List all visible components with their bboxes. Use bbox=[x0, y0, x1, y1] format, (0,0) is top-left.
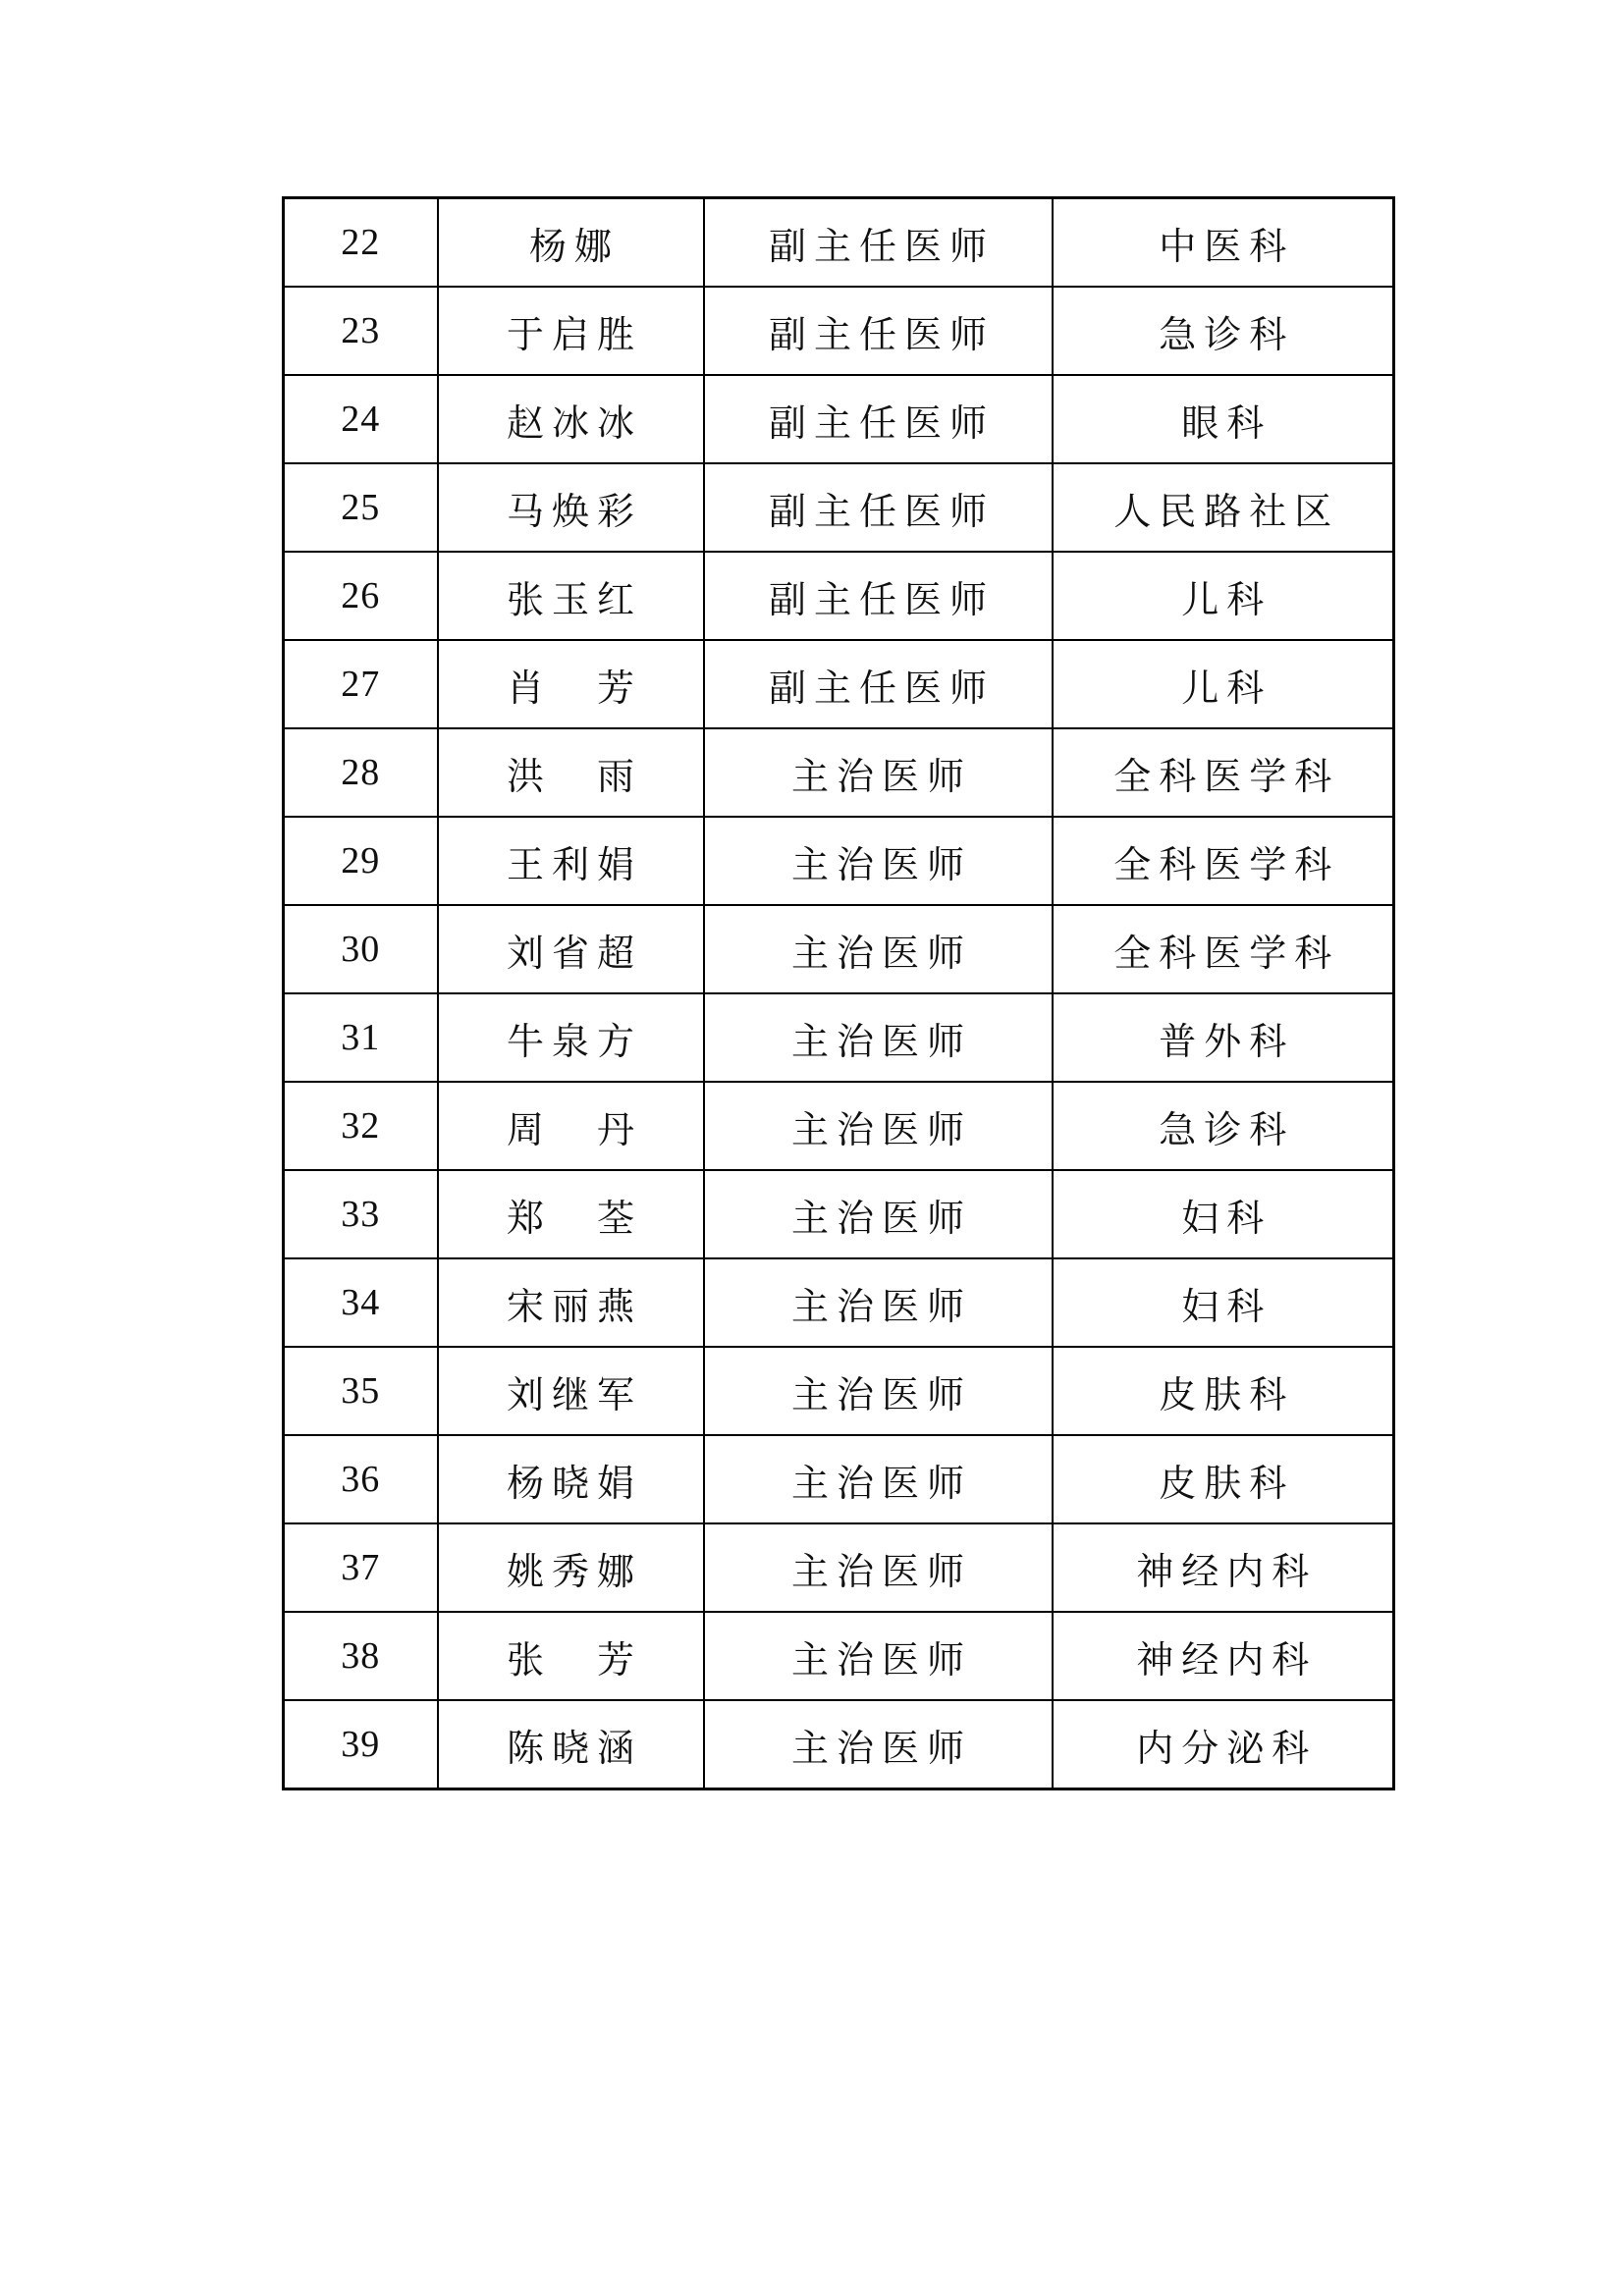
title-cell: 主治医师 bbox=[704, 905, 1053, 993]
title-cell: 副主任医师 bbox=[704, 375, 1053, 463]
table-row bbox=[284, 287, 1394, 375]
name-cell: 杨晓娟 bbox=[438, 1435, 704, 1523]
name-cell: 杨娜 bbox=[438, 198, 704, 288]
title-cell: 主治医师 bbox=[704, 1258, 1053, 1347]
table-row bbox=[284, 1523, 1394, 1612]
title-cell: 主治医师 bbox=[704, 1435, 1053, 1523]
department-cell: 神经内科 bbox=[1053, 1612, 1394, 1700]
name-cell: 宋丽燕 bbox=[438, 1258, 704, 1347]
department-cell: 急诊科 bbox=[1053, 287, 1394, 375]
department-cell: 妇科 bbox=[1053, 1170, 1394, 1258]
table-row bbox=[284, 993, 1394, 1082]
table-row bbox=[284, 1700, 1394, 1789]
table-row bbox=[284, 640, 1394, 728]
name-cell: 洪 雨 bbox=[438, 728, 704, 817]
table-row bbox=[284, 905, 1394, 993]
row-number-cell: 36 bbox=[284, 1435, 438, 1523]
table-row bbox=[284, 1612, 1394, 1700]
department-cell: 眼科 bbox=[1053, 375, 1394, 463]
row-number-cell: 34 bbox=[284, 1258, 438, 1347]
department-cell: 内分泌科 bbox=[1053, 1700, 1394, 1789]
name-cell: 刘继军 bbox=[438, 1347, 704, 1435]
title-cell: 副主任医师 bbox=[704, 463, 1053, 552]
name-cell: 陈晓涵 bbox=[438, 1700, 704, 1789]
department-cell: 全科医学科 bbox=[1053, 817, 1394, 905]
title-cell: 主治医师 bbox=[704, 1082, 1053, 1170]
name-cell: 赵冰冰 bbox=[438, 375, 704, 463]
title-cell: 主治医师 bbox=[704, 993, 1053, 1082]
department-cell: 全科医学科 bbox=[1053, 728, 1394, 817]
name-cell: 张玉红 bbox=[438, 552, 704, 640]
department-cell: 皮肤科 bbox=[1053, 1435, 1394, 1523]
department-cell: 神经内科 bbox=[1053, 1523, 1394, 1612]
name-cell: 刘省超 bbox=[438, 905, 704, 993]
name-cell: 王利娟 bbox=[438, 817, 704, 905]
row-number-cell: 28 bbox=[284, 728, 438, 817]
table-row bbox=[284, 1435, 1394, 1523]
table-row bbox=[284, 1170, 1394, 1258]
title-cell: 主治医师 bbox=[704, 817, 1053, 905]
department-cell: 皮肤科 bbox=[1053, 1347, 1394, 1435]
table-row bbox=[284, 198, 1394, 288]
row-number-cell: 39 bbox=[284, 1700, 438, 1789]
title-cell: 副主任医师 bbox=[704, 198, 1053, 288]
department-cell: 全科医学科 bbox=[1053, 905, 1394, 993]
row-number-cell: 35 bbox=[284, 1347, 438, 1435]
title-cell: 副主任医师 bbox=[704, 552, 1053, 640]
row-number-cell: 27 bbox=[284, 640, 438, 728]
department-cell: 人民路社区 bbox=[1053, 463, 1394, 552]
title-cell: 主治医师 bbox=[704, 1700, 1053, 1789]
row-number-cell: 26 bbox=[284, 552, 438, 640]
name-cell: 于启胜 bbox=[438, 287, 704, 375]
row-number-cell: 23 bbox=[284, 287, 438, 375]
name-cell: 马焕彩 bbox=[438, 463, 704, 552]
row-number-cell: 29 bbox=[284, 817, 438, 905]
row-number-cell: 22 bbox=[284, 198, 438, 288]
title-cell: 副主任医师 bbox=[704, 287, 1053, 375]
row-number-cell: 30 bbox=[284, 905, 438, 993]
staff-table bbox=[282, 196, 1395, 1790]
row-number-cell: 25 bbox=[284, 463, 438, 552]
table-row bbox=[284, 1082, 1394, 1170]
table-row bbox=[284, 817, 1394, 905]
name-cell: 肖 芳 bbox=[438, 640, 704, 728]
row-number-cell: 38 bbox=[284, 1612, 438, 1700]
row-number-cell: 37 bbox=[284, 1523, 438, 1612]
department-cell: 普外科 bbox=[1053, 993, 1394, 1082]
row-number-cell: 32 bbox=[284, 1082, 438, 1170]
table-row bbox=[284, 463, 1394, 552]
title-cell: 主治医师 bbox=[704, 1347, 1053, 1435]
name-cell: 牛泉方 bbox=[438, 993, 704, 1082]
title-cell: 主治医师 bbox=[704, 1523, 1053, 1612]
row-number-cell: 24 bbox=[284, 375, 438, 463]
row-number-cell: 31 bbox=[284, 993, 438, 1082]
department-cell: 儿科 bbox=[1053, 640, 1394, 728]
name-cell: 郑 荃 bbox=[438, 1170, 704, 1258]
table-row bbox=[284, 552, 1394, 640]
table-row bbox=[284, 375, 1394, 463]
table-row bbox=[284, 1258, 1394, 1347]
title-cell: 主治医师 bbox=[704, 728, 1053, 817]
title-cell: 副主任医师 bbox=[704, 640, 1053, 728]
name-cell: 张 芳 bbox=[438, 1612, 704, 1700]
department-cell: 中医科 bbox=[1053, 198, 1394, 288]
table-row bbox=[284, 728, 1394, 817]
department-cell: 妇科 bbox=[1053, 1258, 1394, 1347]
table-row bbox=[284, 1347, 1394, 1435]
title-cell: 主治医师 bbox=[704, 1170, 1053, 1258]
name-cell: 周 丹 bbox=[438, 1082, 704, 1170]
department-cell: 急诊科 bbox=[1053, 1082, 1394, 1170]
title-cell: 主治医师 bbox=[704, 1612, 1053, 1700]
name-cell: 姚秀娜 bbox=[438, 1523, 704, 1612]
department-cell: 儿科 bbox=[1053, 552, 1394, 640]
row-number-cell: 33 bbox=[284, 1170, 438, 1258]
